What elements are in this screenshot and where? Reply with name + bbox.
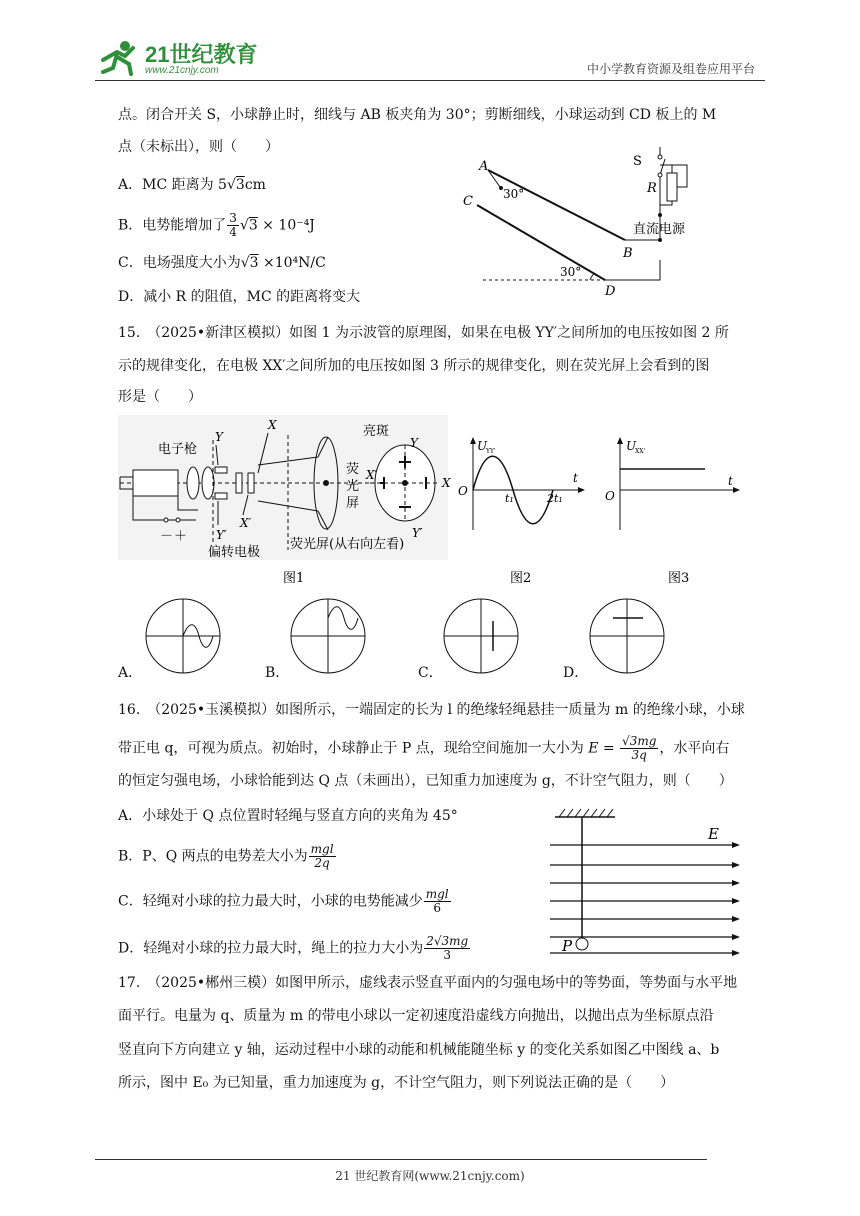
q14-stem-line2: 点（未标出），则（ ）	[118, 139, 279, 155]
site-logo	[95, 38, 265, 78]
fraction	[227, 212, 239, 239]
q16-stem-line3: 的恒定匀强电场，小球恰能到达 Q 点（未画出），已知重力加速度为 g，不计空气阻力，则（ ）	[118, 773, 733, 789]
q15-stem-line2: 示的规律变化，在电极 XX′之间所加的电压按如图 3 所示的规律变化，则在荧光屏上会看到的图	[118, 358, 710, 374]
fig3-origin: O	[605, 489, 615, 503]
front-y: Y	[410, 436, 418, 450]
platform-name: 中小学教育资源及组卷应用平台	[586, 62, 755, 76]
q14-option-c[interactable]	[118, 253, 326, 273]
label-y: Y	[215, 430, 223, 444]
fraction-denominator: 4	[229, 225, 237, 239]
fig3-u-sub: XX'	[635, 448, 646, 455]
fig2-origin: O	[458, 484, 468, 498]
angle-label-1: 30°	[503, 187, 525, 201]
runner-logo-icon	[95, 38, 143, 78]
q14-option-c-unit: ×10⁴N/C	[258, 255, 326, 271]
q16-stem-text: 带正电 q，可视为质点。初始时，小球静止于 P 点，现给空间施加一大小为	[118, 740, 589, 757]
label-y-prime: Y′	[216, 528, 227, 542]
fig3-caption: 图3	[668, 571, 690, 586]
q15-option-b-screen[interactable]	[288, 596, 368, 676]
fig2-u-sub: YY'	[486, 448, 496, 455]
fraction-numerator: √3mg	[622, 734, 657, 748]
q14-option-a-unit: cm	[244, 177, 266, 193]
screen-char-3: 屏	[346, 496, 360, 511]
switch-s	[660, 159, 665, 175]
label-c: C	[463, 194, 473, 209]
q14-option-d[interactable]: D．减小 R 的阻值，MC 的距离将变大	[118, 289, 361, 305]
label-a: A	[479, 159, 489, 174]
anode	[202, 467, 214, 499]
anode	[187, 467, 199, 499]
plate-y-prime	[215, 493, 227, 499]
plate-y	[215, 467, 227, 473]
sqrt-sign: √	[240, 255, 250, 271]
q15-option-d-screen[interactable]	[587, 596, 667, 676]
label-b: B	[623, 246, 633, 261]
front-x: X	[442, 476, 451, 490]
label-x: X	[268, 418, 277, 432]
gun-label: 电子枪	[158, 442, 198, 457]
q16-option-c[interactable]	[118, 888, 452, 915]
angle-arc	[590, 273, 595, 280]
logo-text: 21世纪教育	[145, 42, 258, 67]
sqrt-sign: √	[226, 177, 236, 193]
q16-stem-line1: 16. （2025•玉溪模拟）如图所示，一端固定的长为 l 的绝缘轻绳悬挂一质量为 m 的绝缘小球，小球	[118, 702, 745, 718]
terminal	[658, 238, 662, 242]
q16-option-d-text: D．轻绳对小球的拉力最大时，绳上的拉力大小为	[118, 940, 424, 957]
fraction	[309, 843, 336, 870]
q15-option-d[interactable]: D．	[563, 665, 589, 681]
minus-sign: －	[160, 529, 174, 544]
q14-option-b[interactable]	[118, 212, 315, 239]
q15-figure-2	[455, 435, 585, 590]
logo-url: www.21cnjy.com	[145, 65, 219, 76]
dc-source-label: 直流电源	[633, 222, 686, 237]
q16-stem-text-end: ，水平向右	[659, 740, 730, 757]
q15-option-a-screen[interactable]	[143, 596, 223, 676]
q15-figure-1	[118, 415, 451, 590]
q14-figure	[455, 145, 715, 300]
front-y-prime: Y′	[412, 526, 423, 540]
plate-x	[236, 473, 242, 493]
fraction	[424, 935, 470, 962]
switch-contact	[658, 173, 662, 177]
fraction-numerator: 2√3mg	[426, 934, 469, 948]
wire-d	[605, 260, 660, 280]
electron-gun	[133, 470, 178, 496]
q15-figure-3	[600, 435, 750, 590]
q14-option-c-sqrt: 3	[249, 255, 259, 271]
front-x-prime: X′	[366, 468, 378, 482]
fig3-u: U	[626, 439, 637, 453]
q15-option-b[interactable]: B．	[265, 665, 290, 681]
plate-ab	[488, 170, 625, 240]
q16-option-a[interactable]: A．小球处于 Q 点位置时轻绳与竖直方向的夹角为 45°	[118, 808, 458, 824]
q17-stem-line1: 17. （2025•郴州三模）如图甲所示，虚线表示竖直平面内的匀强电场中的等势面，等势面与水平地	[118, 975, 738, 991]
q16-option-d[interactable]	[118, 935, 471, 962]
q14-option-a-sqrt: 3	[235, 177, 245, 193]
label-d: D	[605, 284, 616, 299]
q16-option-b-text: B．P、Q 两点的电势差大小为	[118, 848, 308, 865]
q14-stem-line1: 点。闭合开关 S，小球静止时，细线与 AB 板夹角为 30°；剪断细线，小球运动到 CD 板上的 M	[118, 107, 717, 123]
label-x-prime: X′	[240, 516, 252, 530]
q14-option-b-sqrt: 3	[248, 217, 258, 234]
plate-cd	[477, 205, 605, 280]
screen-view-label: 荧光屏(从右向左看)	[290, 537, 405, 552]
fig2-t1: t₁	[505, 492, 514, 505]
spot-label: 亮斑	[363, 424, 390, 439]
q15-stem-line1: 15. （2025•新津区模拟）如图 1 为示波管的原理图，如果在电极 YY′之间所加的电压按如图 2 所	[118, 325, 729, 341]
switch-contact	[658, 155, 662, 159]
fraction	[424, 888, 451, 915]
footer-text[interactable]: 21 世纪教育网(www.21cnjy.com)	[335, 1169, 525, 1183]
sqrt-sign: √	[239, 217, 249, 234]
fig2-t: t	[573, 471, 578, 485]
fraction-denominator: 2q	[314, 856, 330, 870]
q16-option-b[interactable]	[118, 843, 337, 870]
footer-divider	[95, 1159, 707, 1160]
terminal	[658, 213, 662, 217]
fig1-caption: 图1	[283, 571, 305, 586]
fig3-t: t	[728, 474, 733, 488]
q16-figure	[545, 805, 745, 960]
q15-option-c[interactable]: C．	[418, 665, 443, 681]
field-lines	[550, 845, 735, 953]
field-symbol: E =	[588, 740, 620, 757]
screen-char-1: 荧	[346, 462, 360, 477]
screen-char-2: 光	[346, 479, 360, 494]
q17-stem-line4: 所示，图中 E₀ 为已知量，重力加速度为 g，不计空气阻力，则下列说法正确的是（ ）	[118, 1075, 675, 1091]
page-header	[95, 30, 765, 81]
fig2-u: U	[477, 439, 488, 453]
fraction-denominator: 3q	[631, 748, 647, 762]
bright-spot	[402, 480, 408, 486]
fraction-numerator: 3	[229, 211, 237, 225]
q17-stem-line3: 竖直向下方向建立 y 轴，运动过程中小球的动能和机械能随坐标 y 的变化关系如图乙中图线 a、b	[118, 1042, 720, 1058]
q16-option-c-text: C．轻绳对小球的拉力最大时，小球的电势能减少	[118, 893, 423, 910]
q14-option-a-text: A．MC 距离为 5	[118, 177, 227, 193]
q16-stem-line2	[118, 735, 729, 762]
resistor-r	[667, 173, 677, 201]
q15-option-a[interactable]: A．	[118, 665, 143, 681]
q17-stem-line2: 面平行。电量为 q、质量为 m 的带电小球以一定初速度沿虚线方向抛出，以抛出点为坐标原点沿	[118, 1008, 714, 1024]
plus-sign: ＋	[174, 529, 188, 544]
label-e: E	[708, 825, 719, 843]
label-p: P	[562, 937, 573, 955]
q15-option-c-screen[interactable]	[441, 596, 521, 676]
q14-option-b-text: B．电势能增加了	[118, 217, 227, 234]
label-r: R	[647, 181, 657, 196]
plate-x-prime	[248, 473, 254, 493]
angle-label-2: 30°	[560, 265, 582, 279]
q14-option-a[interactable]	[118, 175, 266, 195]
deflection-label: 偏转电极	[208, 545, 261, 560]
fraction-denominator: 3	[443, 948, 452, 962]
fig2-caption: 图2	[510, 571, 532, 586]
q14-option-b-unit: × 10⁻⁴J	[257, 217, 315, 234]
fig2-2t1: 2t₁	[547, 492, 563, 505]
fraction	[620, 735, 658, 762]
q14-option-c-text: C．电场强度大小为	[118, 255, 241, 271]
fraction-numerator: mgl	[425, 887, 449, 901]
fraction-numerator: mgl	[310, 842, 334, 856]
label-s: S	[633, 154, 642, 169]
ball-p	[576, 938, 588, 950]
fraction-denominator: 6	[433, 901, 441, 915]
q15-stem-line3: 形是（ ）	[118, 389, 202, 405]
